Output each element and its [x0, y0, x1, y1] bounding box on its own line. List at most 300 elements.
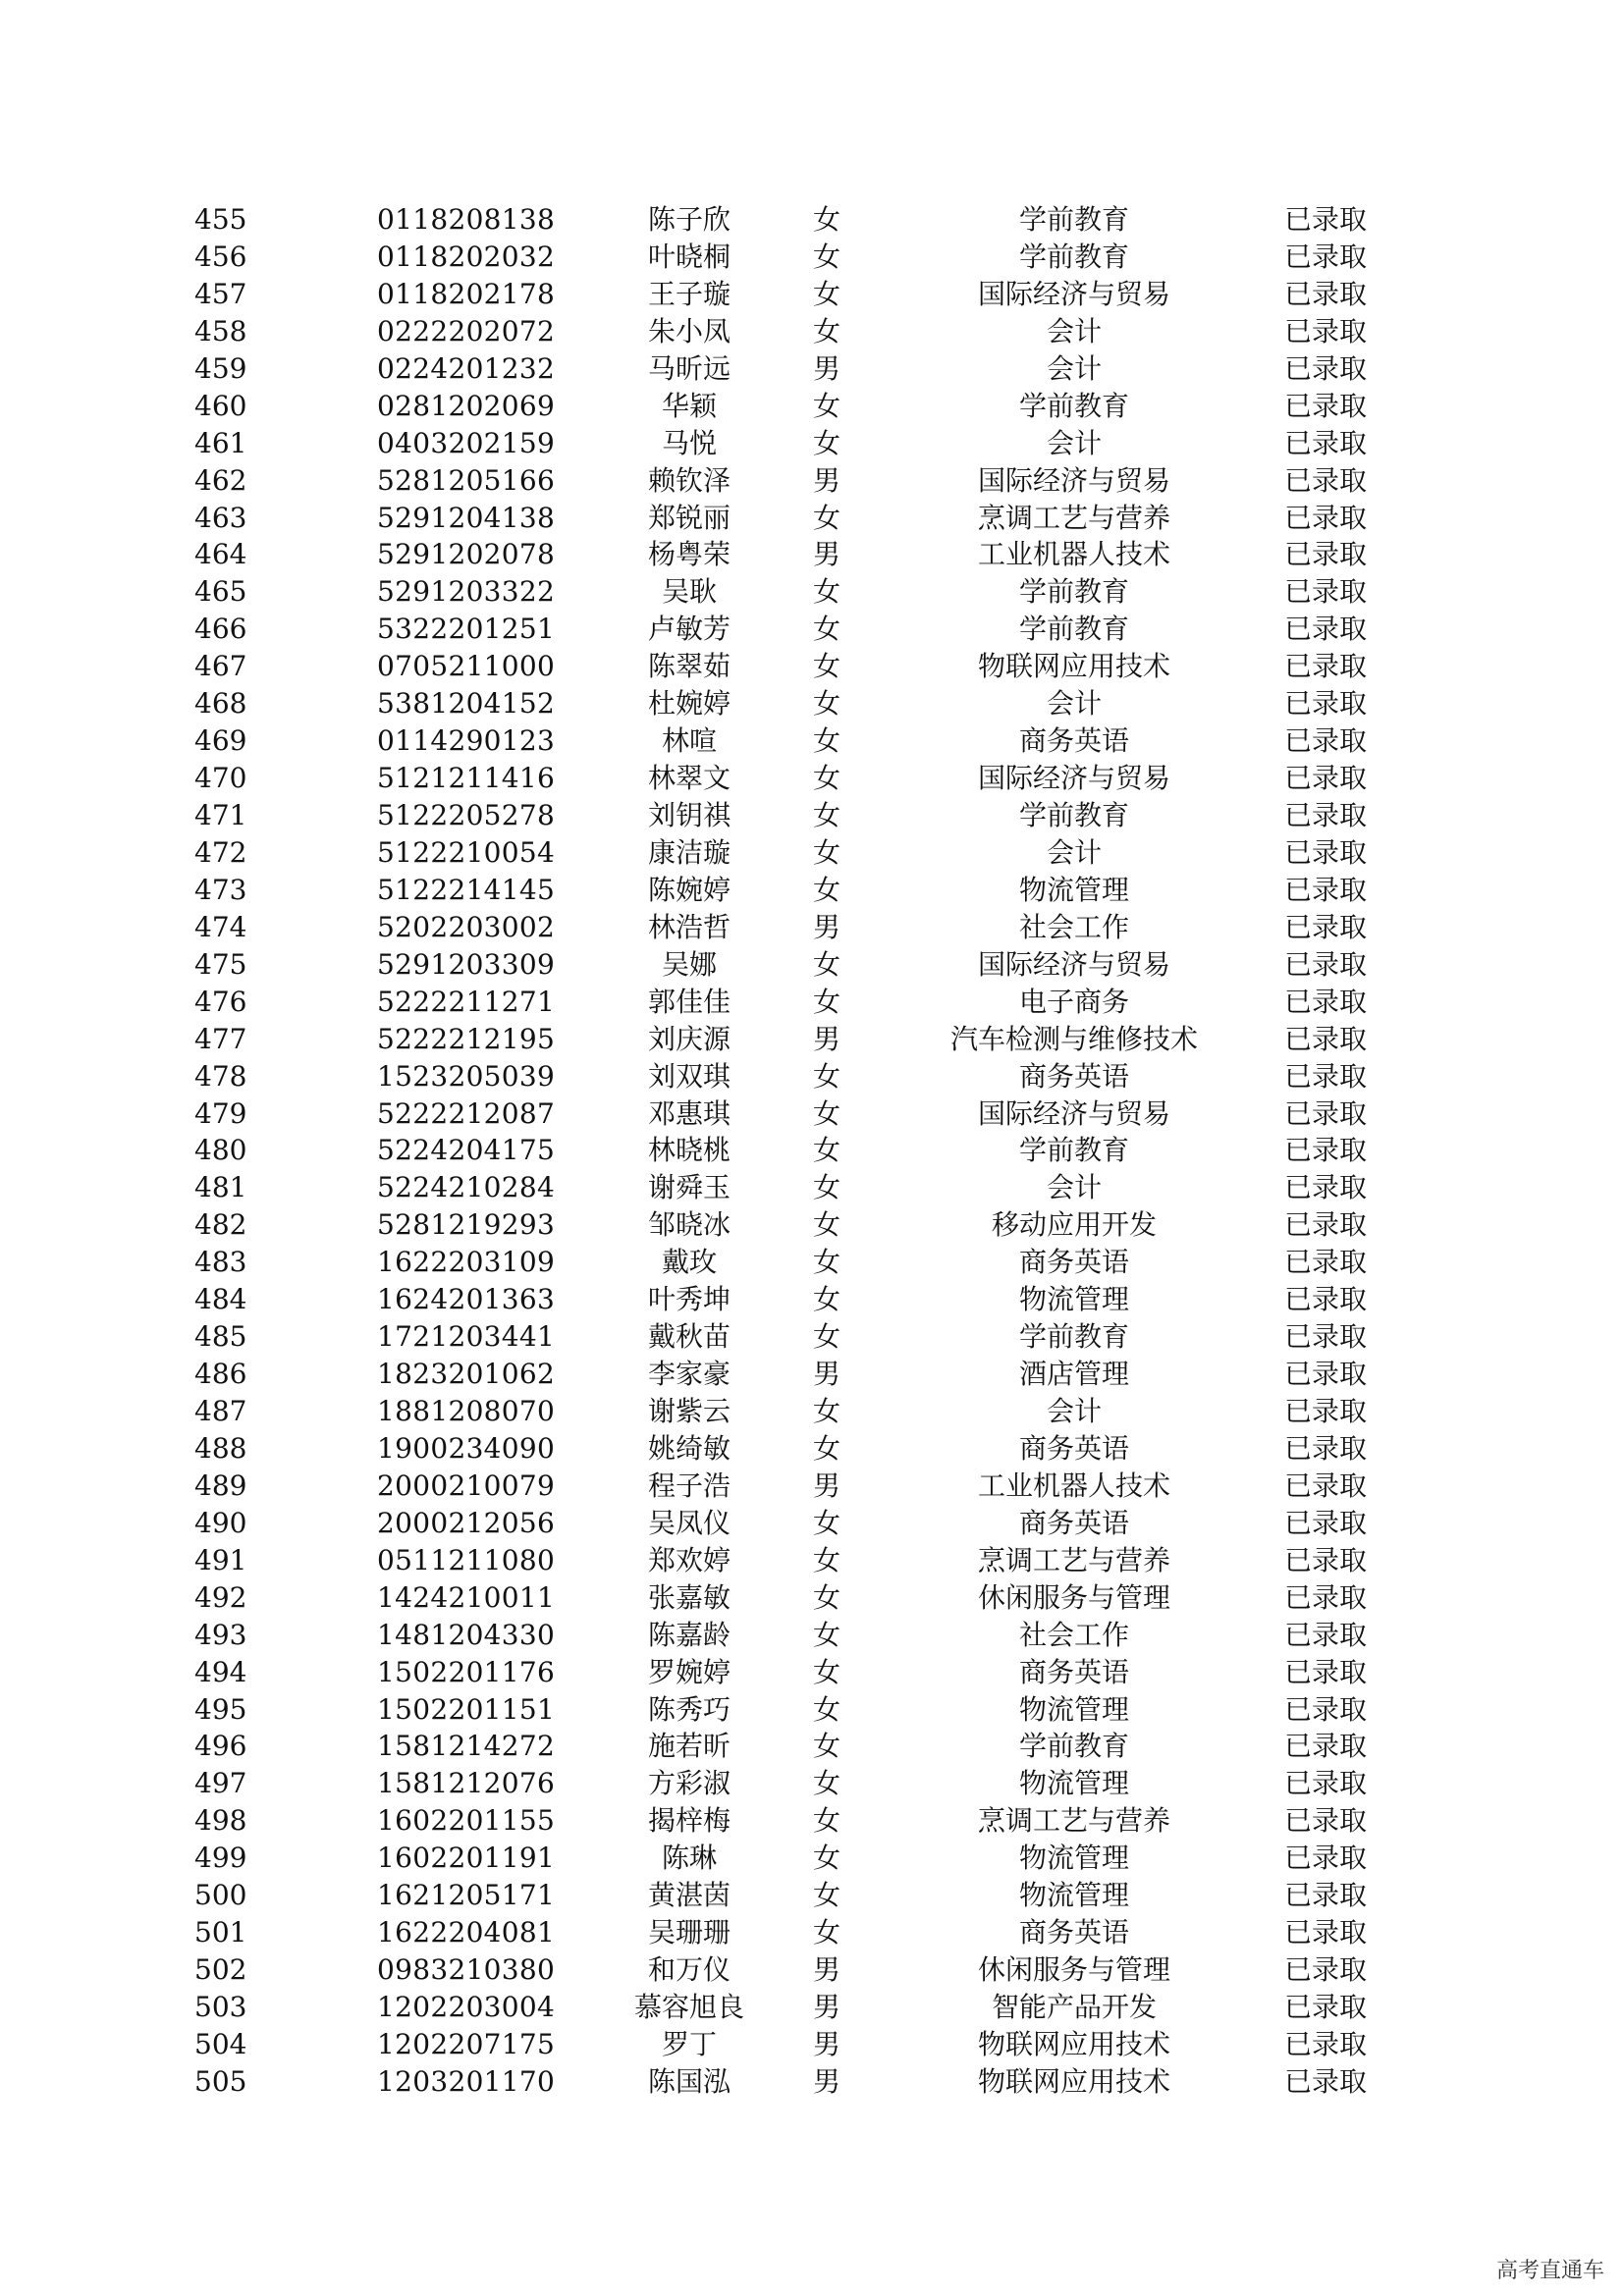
row-number: 466: [194, 613, 247, 646]
row-number: 465: [194, 575, 247, 609]
student-name: 揭梓梅: [647, 1804, 731, 1838]
major-name: 物流管理: [1018, 1692, 1130, 1726]
gender: 女: [812, 1543, 841, 1576]
admission-status: 已录取: [1283, 1283, 1368, 1316]
gender: 女: [812, 426, 841, 459]
table-row: [0, 239, 1624, 276]
student-name: 陈婉婷: [647, 873, 731, 906]
row-number: 502: [194, 1953, 247, 1987]
row-number: 496: [194, 1730, 247, 1763]
student-name: 张嘉敏: [647, 1580, 731, 1614]
row-number: 484: [194, 1283, 247, 1316]
major-name: 学前教育: [1018, 613, 1130, 646]
major-name: 商务英语: [1018, 724, 1130, 758]
gender: 男: [812, 2064, 841, 2098]
gender: 女: [812, 314, 841, 347]
candidate-id: 5291202078: [377, 538, 556, 571]
candidate-id: 0118202032: [377, 240, 556, 273]
gender: 女: [812, 1059, 841, 1093]
admission-status: 已录取: [1283, 426, 1368, 459]
student-name: 黄湛茵: [647, 1879, 731, 1912]
candidate-id: 0118208138: [377, 203, 556, 236]
candidate-id: 0224201232: [377, 351, 556, 385]
gender: 女: [812, 1320, 841, 1354]
gender: 女: [812, 1246, 841, 1279]
candidate-id: 5122205278: [377, 799, 556, 831]
candidate-id: 1424210011: [377, 1580, 556, 1614]
table-row: [0, 1430, 1624, 1468]
gender: 男: [812, 1358, 841, 1391]
row-number: 492: [194, 1580, 247, 1614]
table-row: [0, 425, 1624, 462]
major-name: 学前教育: [1018, 1134, 1130, 1167]
major-name: 休闲服务与管理: [977, 1953, 1171, 1987]
candidate-id: 1523205039: [377, 1059, 556, 1093]
admission-status: 已录取: [1283, 687, 1368, 721]
gender: 女: [812, 501, 841, 534]
table-row: [0, 760, 1624, 797]
candidate-id: 1202207175: [377, 2027, 556, 2060]
student-name: 罗婉婷: [647, 1655, 731, 1688]
major-name: 工业机器人技术: [977, 538, 1171, 571]
candidate-id: 5291203322: [377, 575, 556, 609]
student-name: 郑锐丽: [647, 501, 731, 534]
student-name: 吴耿: [661, 575, 718, 609]
admission-status: 已录取: [1283, 1916, 1368, 1949]
table-row: [0, 1542, 1624, 1579]
row-number: 495: [194, 1692, 247, 1726]
admission-status: 已录取: [1283, 1618, 1368, 1651]
candidate-id: 1602201191: [377, 1842, 556, 1875]
major-name: 会计: [1046, 351, 1103, 385]
major-name: 国际经济与贸易: [977, 463, 1171, 497]
major-name: 会计: [1046, 1171, 1103, 1204]
table-row: [0, 350, 1624, 388]
table-row: [0, 573, 1624, 611]
admission-status: 已录取: [1283, 1320, 1368, 1354]
admission-status: 已录取: [1283, 1655, 1368, 1688]
admission-status: 已录取: [1283, 1395, 1368, 1427]
table-row: [0, 1579, 1624, 1617]
admission-status: 已录取: [1283, 389, 1368, 422]
row-number: 480: [194, 1134, 247, 1167]
gender: 女: [812, 1096, 841, 1130]
candidate-id: 1203201170: [377, 2064, 556, 2098]
row-number: 462: [194, 463, 247, 497]
gender: 男: [812, 1468, 841, 1502]
major-name: 学前教育: [1018, 575, 1130, 609]
major-name: 会计: [1046, 314, 1103, 347]
admission-status: 已录取: [1283, 1171, 1368, 1204]
major-name: 学前教育: [1018, 389, 1130, 422]
student-name: 陈子欣: [647, 203, 731, 236]
student-name: 慕容旭良: [633, 1991, 745, 2023]
gender: 女: [812, 613, 841, 646]
candidate-id: 5322201251: [377, 613, 556, 646]
gender: 女: [812, 1767, 841, 1800]
gender: 女: [812, 873, 841, 906]
admission-status: 已录取: [1283, 1953, 1368, 1987]
table-row: [0, 1654, 1624, 1691]
gender: 女: [812, 1580, 841, 1614]
candidate-id: 1502201151: [377, 1692, 556, 1726]
student-name: 刘钥祺: [647, 799, 731, 831]
admission-status: 已录取: [1283, 835, 1368, 869]
admission-status: 已录取: [1283, 1022, 1368, 1055]
gender: 男: [812, 1991, 841, 2023]
candidate-id: 1900234090: [377, 1431, 556, 1465]
candidate-id: 1624201363: [377, 1283, 556, 1316]
table-row: [0, 1951, 1624, 1989]
row-number: 455: [194, 203, 247, 236]
admission-status: 已录取: [1283, 538, 1368, 571]
gender: 女: [812, 724, 841, 758]
major-name: 烹调工艺与营养: [977, 1543, 1171, 1576]
student-name: 林喧: [661, 724, 718, 758]
major-name: 社会工作: [1018, 910, 1130, 943]
student-name: 刘双琪: [647, 1059, 731, 1093]
row-number: 459: [194, 351, 247, 385]
admission-status: 已录取: [1283, 501, 1368, 534]
candidate-id: 5222211271: [377, 985, 556, 1018]
student-name: 戴秋苗: [647, 1320, 731, 1354]
student-name: 陈嘉龄: [647, 1618, 731, 1651]
admission-status: 已录取: [1283, 2027, 1368, 2060]
admission-status: 已录取: [1283, 762, 1368, 795]
student-name: 卢敏芳: [647, 613, 731, 646]
gender: 女: [812, 687, 841, 721]
table-row: [0, 2063, 1624, 2101]
major-name: 物流管理: [1018, 1283, 1130, 1316]
table-row: [0, 1058, 1624, 1095]
major-name: 商务英语: [1018, 1246, 1130, 1279]
gender: 女: [812, 1134, 841, 1167]
gender: 女: [812, 277, 841, 310]
table-row: [0, 1169, 1624, 1206]
major-name: 学前教育: [1018, 203, 1130, 236]
row-number: 498: [194, 1804, 247, 1838]
row-number: 478: [194, 1059, 247, 1093]
candidate-id: 0511211080: [377, 1543, 556, 1576]
row-number: 464: [194, 538, 247, 571]
major-name: 会计: [1046, 1395, 1103, 1427]
gender: 女: [812, 985, 841, 1018]
table-row: [0, 1617, 1624, 1654]
table-row: [0, 1095, 1624, 1133]
row-number: 490: [194, 1506, 247, 1539]
student-name: 姚绮敏: [647, 1431, 731, 1465]
table-row: [0, 946, 1624, 984]
candidate-id: 5291204138: [377, 501, 556, 534]
candidate-id: 0705211000: [377, 650, 556, 683]
major-name: 学前教育: [1018, 1320, 1130, 1354]
row-number: 461: [194, 426, 247, 459]
gender: 女: [812, 1879, 841, 1912]
student-name: 林晓桃: [647, 1134, 731, 1167]
admission-status: 已录取: [1283, 947, 1368, 981]
student-name: 施若昕: [647, 1730, 731, 1763]
table-row: [0, 1840, 1624, 1877]
admission-status: 已录取: [1283, 1804, 1368, 1838]
major-name: 烹调工艺与营养: [977, 1804, 1171, 1838]
row-number: 456: [194, 240, 247, 273]
table-row: [0, 909, 1624, 946]
student-name: 陈秀巧: [647, 1692, 731, 1726]
row-number: 489: [194, 1468, 247, 1502]
table-row: [0, 1132, 1624, 1169]
admission-status: 已录取: [1283, 1246, 1368, 1279]
candidate-id: 1881208070: [377, 1395, 556, 1427]
candidate-id: 1481204330: [377, 1618, 556, 1651]
row-number: 473: [194, 873, 247, 906]
major-name: 酒店管理: [1018, 1358, 1130, 1391]
candidate-id: 5202203002: [377, 910, 556, 943]
candidate-id: 1621205171: [377, 1879, 556, 1912]
admission-status: 已录取: [1283, 1358, 1368, 1391]
gender: 女: [812, 1618, 841, 1651]
student-name: 华颖: [661, 389, 718, 422]
admission-status: 已录取: [1283, 1059, 1368, 1093]
student-name: 王子璇: [647, 277, 731, 310]
admission-status: 已录取: [1283, 1842, 1368, 1875]
admission-status: 已录取: [1283, 1879, 1368, 1912]
admission-status: 已录取: [1283, 1730, 1368, 1763]
admission-status: 已录取: [1283, 1580, 1368, 1614]
admission-status: 已录取: [1283, 1506, 1368, 1539]
row-number: 470: [194, 762, 247, 795]
student-name: 杨粤荣: [647, 538, 731, 571]
major-name: 学前教育: [1018, 240, 1130, 273]
gender: 男: [812, 1022, 841, 1055]
candidate-id: 5291203309: [377, 947, 556, 981]
admission-status: 已录取: [1283, 1431, 1368, 1465]
major-name: 智能产品开发: [991, 1991, 1158, 2023]
gender: 女: [812, 1171, 841, 1204]
major-name: 商务英语: [1018, 1431, 1130, 1465]
admission-status: 已录取: [1283, 1134, 1368, 1167]
table-row: [0, 1206, 1624, 1244]
student-name: 方彩淑: [647, 1767, 731, 1800]
gender: 男: [812, 910, 841, 943]
table-row: [0, 722, 1624, 760]
row-number: 469: [194, 724, 247, 758]
major-name: 会计: [1046, 426, 1103, 459]
row-number: 501: [194, 1916, 247, 1949]
table-row: [0, 685, 1624, 722]
major-name: 物流管理: [1018, 1879, 1130, 1912]
row-number: 499: [194, 1842, 247, 1875]
row-number: 479: [194, 1096, 247, 1130]
row-number: 481: [194, 1171, 247, 1204]
table-row: [0, 500, 1624, 537]
gender: 女: [812, 203, 841, 236]
student-name: 杜婉婷: [647, 687, 731, 721]
row-number: 483: [194, 1246, 247, 1279]
table-row: [0, 1989, 1624, 2026]
student-name: 朱小凤: [647, 314, 731, 347]
candidate-id: 5121211416: [377, 762, 556, 795]
student-name: 谢舜玉: [647, 1171, 731, 1204]
candidate-id: 0403202159: [377, 426, 556, 459]
candidate-id: 1581212076: [377, 1767, 556, 1800]
student-name: 刘庆源: [647, 1022, 731, 1055]
row-number: 468: [194, 687, 247, 721]
table-row: [0, 1244, 1624, 1281]
candidate-id: 1502201176: [377, 1655, 556, 1688]
table-row: [0, 834, 1624, 872]
admission-status: 已录取: [1283, 724, 1368, 758]
gender: 男: [812, 1953, 841, 1987]
admission-status: 已录取: [1283, 575, 1368, 609]
candidate-id: 2000212056: [377, 1506, 556, 1539]
row-number: 457: [194, 277, 247, 310]
major-name: 物联网应用技术: [977, 650, 1171, 683]
row-number: 487: [194, 1395, 247, 1427]
student-name: 陈琳: [661, 1842, 718, 1875]
student-name: 郭佳佳: [647, 985, 731, 1018]
gender: 女: [812, 1730, 841, 1763]
major-name: 商务英语: [1018, 1655, 1130, 1688]
major-name: 学前教育: [1018, 799, 1130, 831]
student-name: 邹晓冰: [647, 1208, 731, 1242]
row-number: 477: [194, 1022, 247, 1055]
gender: 女: [812, 1506, 841, 1539]
major-name: 国际经济与贸易: [977, 762, 1171, 795]
row-number: 500: [194, 1879, 247, 1912]
student-name: 戴玫: [661, 1246, 718, 1279]
student-name: 吴珊珊: [647, 1916, 731, 1949]
gender: 女: [812, 947, 841, 981]
candidate-id: 1202203004: [377, 1991, 556, 2023]
table-row: [0, 1468, 1624, 1505]
admission-status: 已录取: [1283, 1767, 1368, 1800]
student-name: 邓惠琪: [647, 1096, 731, 1130]
gender: 女: [812, 762, 841, 795]
admission-status: 已录取: [1283, 1543, 1368, 1576]
candidate-id: 0118202178: [377, 277, 556, 310]
student-name: 罗丁: [661, 2027, 718, 2060]
student-name: 谢紫云: [647, 1395, 731, 1427]
gender: 女: [812, 389, 841, 422]
row-number: 472: [194, 835, 247, 869]
row-number: 485: [194, 1320, 247, 1354]
candidate-id: 1622204081: [377, 1916, 556, 1949]
gender: 女: [812, 650, 841, 683]
admission-status: 已录取: [1283, 2064, 1368, 2098]
candidate-id: 5122210054: [377, 835, 556, 869]
student-name: 和万仪: [647, 1953, 731, 1987]
row-number: 488: [194, 1431, 247, 1465]
major-name: 休闲服务与管理: [977, 1580, 1171, 1614]
student-name: 叶晓桐: [647, 240, 731, 273]
major-name: 国际经济与贸易: [977, 277, 1171, 310]
row-number: 463: [194, 501, 247, 534]
major-name: 物联网应用技术: [977, 2064, 1171, 2098]
student-name: 康洁璇: [647, 835, 731, 869]
candidate-id: 0983210380: [377, 1953, 556, 1987]
row-number: 476: [194, 985, 247, 1018]
table-row: [0, 1877, 1624, 1914]
candidate-id: 1721203441: [377, 1320, 556, 1354]
candidate-id: 5222212195: [377, 1022, 556, 1055]
candidate-id: 5222212087: [377, 1096, 556, 1130]
table-row: [0, 1393, 1624, 1430]
table-row: [0, 1765, 1624, 1802]
table-row: [0, 1691, 1624, 1729]
candidate-id: 0114290123: [377, 724, 556, 758]
student-name: 程子浩: [647, 1468, 731, 1502]
table-row: [0, 1021, 1624, 1058]
table-row: [0, 797, 1624, 834]
major-name: 商务英语: [1018, 1916, 1130, 1949]
student-name: 林浩哲: [647, 910, 731, 943]
major-name: 国际经济与贸易: [977, 1096, 1171, 1130]
major-name: 会计: [1046, 687, 1103, 721]
gender: 男: [812, 2027, 841, 2060]
admission-status: 已录取: [1283, 1208, 1368, 1242]
candidate-id: 5122214145: [377, 873, 556, 906]
row-number: 474: [194, 910, 247, 943]
row-number: 467: [194, 650, 247, 683]
student-name: 叶秀坤: [647, 1283, 731, 1316]
candidate-id: 1622203109: [377, 1246, 556, 1279]
gender: 女: [812, 1842, 841, 1875]
table-row: [0, 313, 1624, 350]
row-number: 460: [194, 389, 247, 422]
major-name: 物流管理: [1018, 1842, 1130, 1875]
student-name: 马悦: [661, 426, 718, 459]
student-name: 马昕远: [647, 351, 731, 385]
gender: 女: [812, 1804, 841, 1838]
gender: 女: [812, 1208, 841, 1242]
row-number: 503: [194, 1991, 247, 2023]
candidate-id: 1823201062: [377, 1358, 556, 1391]
row-number: 491: [194, 1543, 247, 1576]
admission-status: 已录取: [1283, 1468, 1368, 1502]
row-number: 471: [194, 799, 247, 831]
gender: 女: [812, 799, 841, 831]
admission-status: 已录取: [1283, 985, 1368, 1018]
major-name: 烹调工艺与营养: [977, 501, 1171, 534]
table-row: [0, 1914, 1624, 1951]
admission-status: 已录取: [1283, 351, 1368, 385]
major-name: 物流管理: [1018, 1767, 1130, 1800]
student-name: 林翠文: [647, 762, 731, 795]
gender: 男: [812, 463, 841, 497]
table-row: [0, 1505, 1624, 1542]
major-name: 物联网应用技术: [977, 2027, 1171, 2060]
row-number: 497: [194, 1767, 247, 1800]
admission-status: 已录取: [1283, 650, 1368, 683]
major-name: 移动应用开发: [991, 1208, 1158, 1242]
table-row: [0, 2026, 1624, 2063]
admission-status: 已录取: [1283, 1096, 1368, 1130]
candidate-id: 5381204152: [377, 687, 556, 721]
candidate-id: 5281219293: [377, 1208, 556, 1242]
candidate-id: 1581214272: [377, 1730, 556, 1763]
student-name: 郑欢婷: [647, 1543, 731, 1576]
table-row: [0, 1802, 1624, 1840]
gender: 女: [812, 1916, 841, 1949]
candidate-id: 5281205166: [377, 463, 556, 497]
gender: 女: [812, 240, 841, 273]
table-row: [0, 648, 1624, 685]
table-row: [0, 462, 1624, 500]
gender: 女: [812, 1395, 841, 1427]
gender: 男: [812, 538, 841, 571]
student-name: 赖钦泽: [647, 463, 731, 497]
major-name: 汽车检测与维修技术: [949, 1022, 1199, 1055]
